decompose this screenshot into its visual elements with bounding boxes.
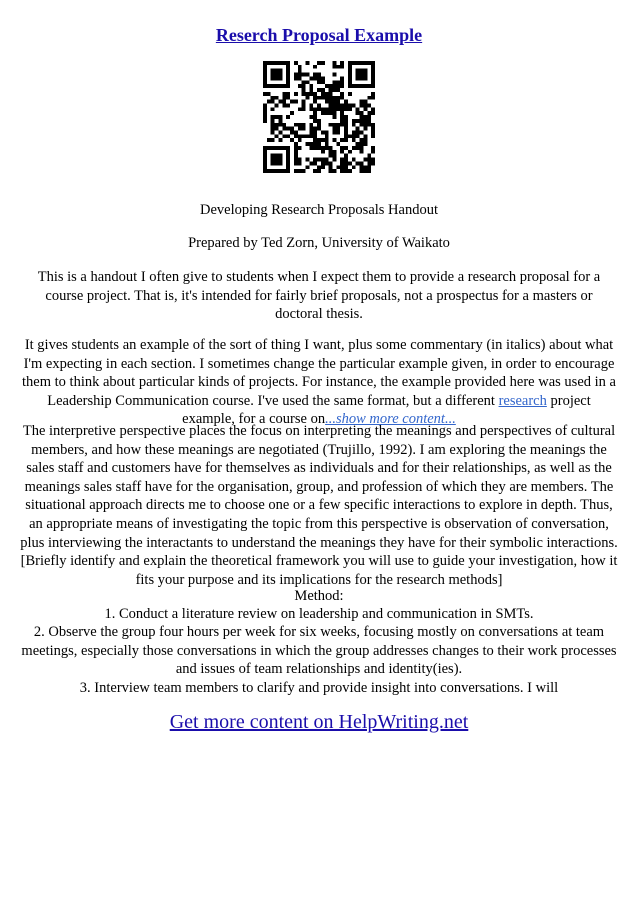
prepared-by: Prepared by Ted Zorn, University of Waikato: [188, 235, 450, 251]
handout-title: Developing Research Proposals Handout: [200, 202, 438, 218]
paragraph-2-text: It gives students an example of the sort of thing I want, plus some commentary (in italics) about what I'm expecting in each section. I sometimes change the particular example given, in order to encourage them to think about particular kinds of projects. For instance, the example provided here was used in a Leadership Communication course. I've used the same format, but a different: [22, 337, 616, 409]
paragraph-2-tail: project example, for a course on: [182, 392, 591, 428]
paragraph-3: The interpretive perspective places the focus on interpreting the meanings and perspectives of cultural members, and how these meanings are negotiated (Trujillo, 1992). I am exploring the meanings the sales staff and customers have for themselves as individuals and for their relationships, as well as the meanings sales staff have for the organisation, group, and profession of which they are members. The situational approach directs me to choose one or a few specific interactions to explore in depth. Thus, an appropriate means of investigating the topic from this perspective is observation of conversation, plus interviewing the interactants to understand the meanings they have for their symbolic interactions. [Briefly identify and explain the theoretical framework you will use to guide your investigation, how it fits your purpose and its implications for the research methods]: [20, 423, 618, 588]
show-more-link[interactable]: ...show more content...: [325, 411, 456, 428]
title-link[interactable]: Reserch Proposal Example: [215, 25, 423, 45]
cta-banner: [0, 710, 638, 734]
document-title: [0, 24, 638, 46]
method-item-3: 3. Interview team members to clarify and provide insight into conversations. I will: [79, 680, 559, 696]
paragraph-2: [20, 336, 618, 429]
intro-paragraph: This is a handout I often give to students when I expect them to provide a research proposal for a course project. That is, it's intended for fairly brief proposals, not a prospectus for a masters or doctoral thesis.: [37, 269, 601, 323]
method-heading: Method:: [294, 588, 344, 604]
method-item-1: 1. Conduct a literature review on leadership and communication in SMTs.: [104, 606, 534, 622]
helpwriting-link[interactable]: Get more content on HelpWriting.net: [169, 711, 469, 733]
qr-code-icon: [263, 61, 375, 173]
method-item-2: 2. Observe the group four hours per week for six weeks, focusing mostly on conversations at team meetings, especially those conversations in which the group addresses changes to their work processes and issues of team relationships and identity(ies).: [21, 624, 617, 678]
research-link[interactable]: research: [498, 392, 547, 409]
